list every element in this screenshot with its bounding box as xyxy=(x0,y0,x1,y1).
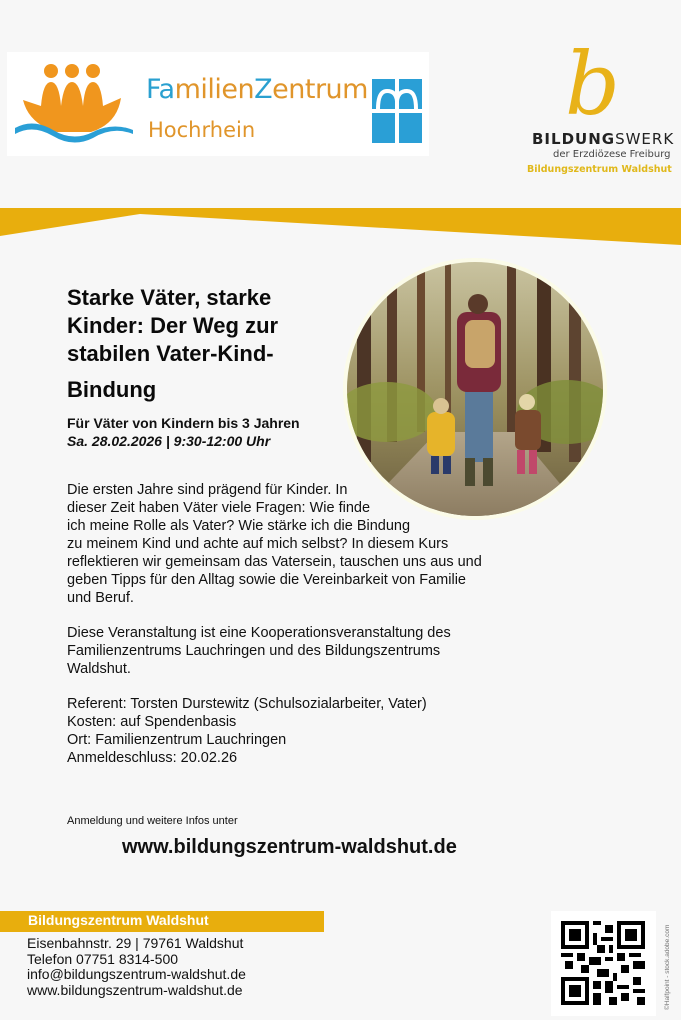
family-boat-icon xyxy=(13,60,133,146)
footer-org-name: Bildungszentrum Waldshut xyxy=(28,912,209,928)
deadline-line: Anmeldeschluss: 20.02.26 xyxy=(67,750,238,766)
cooperation-note: Diese Veranstaltung ist eine Kooperationsveranstaltung des Familienzentrums Lauchringen und des Bildungszentrums Waldshut. xyxy=(67,625,451,677)
photo-credit: ©Halfpoint - stock.adobe.com xyxy=(664,924,671,1010)
bildungswerk-logo xyxy=(525,35,675,183)
bildungswerk-b-mark: b xyxy=(565,35,621,135)
bildungszentrum-label: Bildungszentrum Waldshut xyxy=(527,164,672,175)
event-audience: Für Väter von Kindern bis 3 Jahren xyxy=(67,415,300,431)
event-title: Starke Väter, starke Kinder: Der Weg zur stabilen Vater-Kind- Bindung xyxy=(67,285,279,402)
footer-website-link[interactable]: www.bildungszentrum-waldshut.de xyxy=(27,981,243,998)
footer-contact xyxy=(27,936,246,998)
qr-code-icon[interactable] xyxy=(561,921,645,1005)
footer-email-link[interactable]: info@bildungszentrum-waldshut.de xyxy=(27,966,246,982)
event-datetime: Sa. 28.02.2026 | 9:30-12:00 Uhr xyxy=(67,433,271,449)
event-details xyxy=(67,695,487,767)
registration-note: Anmeldung und weitere Infos unter xyxy=(67,815,238,827)
familienzentrum-wordmark: FamilienZentrum xyxy=(146,74,368,105)
familienzentrum-logo xyxy=(7,52,429,156)
event-photo xyxy=(347,262,603,516)
hochrhein-label: Hochrhein xyxy=(148,118,256,142)
speaker-line: Referent: Torsten Durstewitz (Schulsozialarbeiter, Vater) xyxy=(67,696,427,712)
yellow-banner xyxy=(0,200,681,250)
erzdioezese-label: der Erzdiözese Freiburg xyxy=(553,149,671,160)
forest-family-illustration xyxy=(347,262,603,516)
footer-address: Eisenbahnstr. 29 | 79761 Waldshut xyxy=(27,935,244,951)
location-line: Ort: Familienzentrum Lauchringen xyxy=(67,732,287,748)
registration-url-link[interactable]: www.bildungszentrum-waldshut.de xyxy=(122,836,457,858)
footer-phone: Telefon 07751 8314-500 xyxy=(27,950,179,967)
church-cross-icon xyxy=(372,79,422,143)
event-description: Die ersten Jahre sind prägend für Kinder. In dieser Zeit haben Väter viele Fragen: Wie finde ich meine Rolle als Vater? Wie stärke ich die Bindung zu meinem Kind und achte auf mich selbst? In diesem Kurs reflektieren wir gemeinsam das Vatersein, tauschen uns aus und geben Tipps für den Alltag sowie die Vereinbarkeit von Familie und Beruf. xyxy=(67,482,482,606)
bildungswerk-wordmark: BILDUNGSWERK xyxy=(532,130,675,148)
cost-line: Kosten: auf Spendenbasis xyxy=(67,714,237,730)
